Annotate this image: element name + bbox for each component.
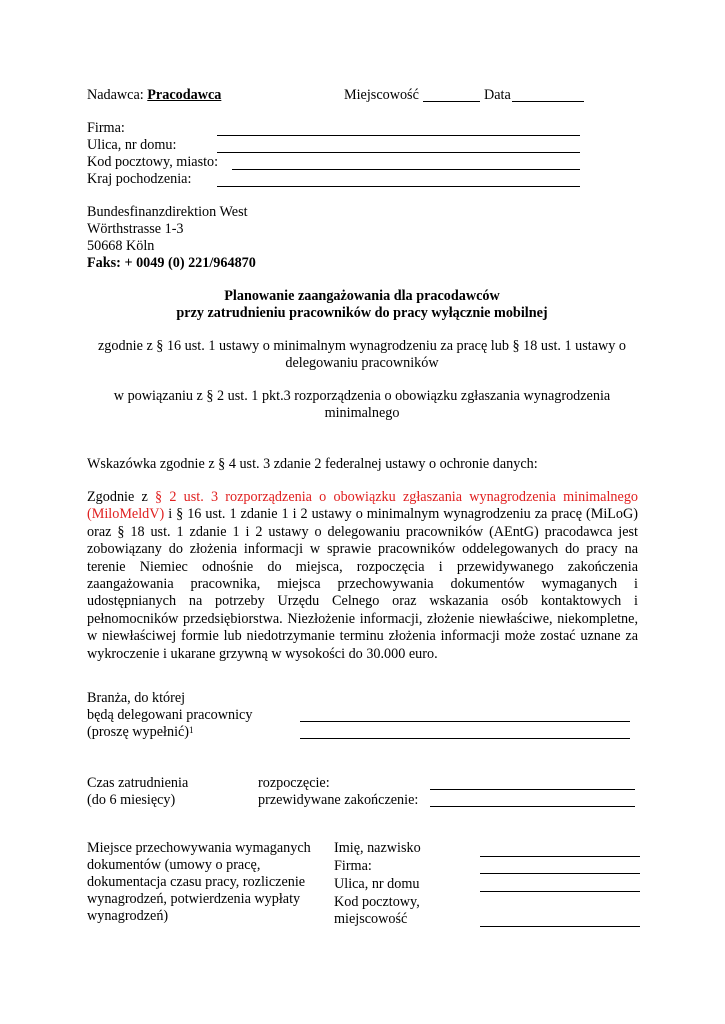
document-title bbox=[87, 288, 637, 322]
employer-country-field[interactable] bbox=[217, 186, 580, 187]
sender-label: Nadawca: bbox=[87, 87, 144, 103]
storage-label-5: wynagrodzeń) bbox=[87, 908, 169, 924]
place-field[interactable] bbox=[423, 101, 480, 102]
storage-postal-label: Kod pocztowy, bbox=[334, 894, 420, 910]
notice-rest: i § 16 ust. 1 zdanie 1 i 2 ustawy o minimalnym wynagrodzeniu za pracę (MiLoG) oraz § 18 ust. 1 zdanie 1 i 2 ustawy o delegowaniu pracowników (AEntG) pracodawca jest zobowiązany do złożenia informacji w sprawie pracowników oddelegowanych do pracy na terenie Niemiec odnośnie do miejsca, rozpoczęcia i przewidywanego zakończenia zaangażowania pracownika, miejsca przechowywania dokumentów wymaganych i udostępnianych na potrzeby Urzędu Celnego oraz wskazania osób kontaktowych i pełnomocników przedsiębiorstwa. Niezłożenie informacji, złożenie niewłaściwe, niekompletne, w niewłaściwej formie lub niedotrzymanie terminu złożenia informacji może zostać uznane za wykroczenie i ukarane grzywną w wysokości do 30.000 euro. bbox=[87, 506, 638, 662]
notice-paragraph bbox=[87, 489, 638, 663]
date-field[interactable] bbox=[512, 101, 584, 102]
industry-field-1[interactable] bbox=[300, 721, 630, 722]
storage-name-label: Imię, nazwisko bbox=[334, 840, 421, 856]
notice-red-reference: § 2 ust. 3 rozporządzenia o obowiązku zgłaszania wynagrodzenia minimalnego (MiloMeldV) bbox=[87, 489, 639, 523]
title-line-2: przy zatrudnieniu pracowników do pracy wyłącznie mobilnej bbox=[176, 305, 548, 321]
legal-basis-1: zgodnie z § 16 ust. 1 ustawy o minimalnym wynagrodzeniu za pracę lub § 18 ust. 1 ustawy o delegowaniu pracowników bbox=[98, 338, 626, 371]
footnote-marker: 1 bbox=[189, 725, 194, 735]
employment-start-field[interactable] bbox=[430, 789, 635, 790]
storage-street-field[interactable] bbox=[480, 891, 640, 892]
title-line-1: Planowanie zaangażowania dla pracodawców bbox=[224, 288, 500, 304]
storage-label-1: Miejsce przechowywania wymaganych bbox=[87, 840, 311, 856]
place-label: Miejscowość bbox=[344, 87, 419, 103]
recipient-city: 50668 Köln bbox=[87, 238, 155, 254]
employer-city-field[interactable] bbox=[232, 169, 580, 170]
employment-label-1: Czas zatrudnienia bbox=[87, 775, 189, 791]
storage-label-2: dokumentów (umowy o pracę, bbox=[87, 857, 261, 873]
recipient-street: Wörthstrasse 1-3 bbox=[87, 221, 184, 237]
notice-heading: Wskazówka zgodnie z § 4 ust. 3 zdanie 2 federalnej ustawy o ochronie danych: bbox=[87, 456, 538, 472]
storage-locality-label: miejscowość bbox=[334, 911, 408, 927]
storage-firm-field[interactable] bbox=[480, 873, 640, 874]
sender-value: Pracodawca bbox=[147, 87, 222, 103]
storage-postal-locality-field[interactable] bbox=[480, 926, 640, 927]
employment-label-2: (do 6 miesięcy) bbox=[87, 792, 176, 808]
employer-street-field[interactable] bbox=[217, 152, 580, 153]
storage-street-label: Ulica, nr domu bbox=[334, 876, 420, 892]
sender-row bbox=[87, 87, 221, 104]
recipient-fax: Faks: + 0049 (0) 221/964870 bbox=[87, 255, 256, 271]
employer-city-label: Kod pocztowy, miasto: bbox=[87, 154, 219, 170]
employer-firm-field[interactable] bbox=[217, 135, 580, 136]
industry-label-1: Branża, do której bbox=[87, 690, 186, 706]
recipient-name: Bundesfinanzdirektion West bbox=[87, 204, 248, 220]
date-label: Data bbox=[484, 87, 511, 103]
industry-label-3: (proszę wypełnić)$^1$ bbox=[87, 724, 194, 740]
storage-name-field[interactable] bbox=[480, 856, 640, 857]
employer-country-label: Kraj pochodzenia: bbox=[87, 171, 192, 187]
employer-street-label: Ulica, nr domu: bbox=[87, 137, 177, 153]
industry-label-2: będą delegowani pracownicy bbox=[87, 707, 253, 723]
storage-label-4: wynagrodzeń, potwierdzenia wypłaty bbox=[87, 891, 301, 907]
employer-firm-label: Firma: bbox=[87, 120, 125, 136]
employment-start-label: rozpoczęcie: bbox=[258, 775, 330, 791]
storage-label-3: dokumentacja czasu pracy, rozliczenie bbox=[87, 874, 306, 890]
employment-end-field[interactable] bbox=[430, 806, 635, 807]
legal-basis-2: w powiązaniu z § 2 ust. 1 pkt.3 rozporządzenia o obowiązku zgłaszania wynagrodzenia minimalnego bbox=[113, 388, 611, 421]
storage-firm-label: Firma: bbox=[334, 858, 372, 874]
notice-prefix: Zgodnie z bbox=[87, 489, 156, 505]
employment-end-label: przewidywane zakończenie: bbox=[258, 792, 419, 808]
industry-field-2[interactable] bbox=[300, 738, 630, 739]
